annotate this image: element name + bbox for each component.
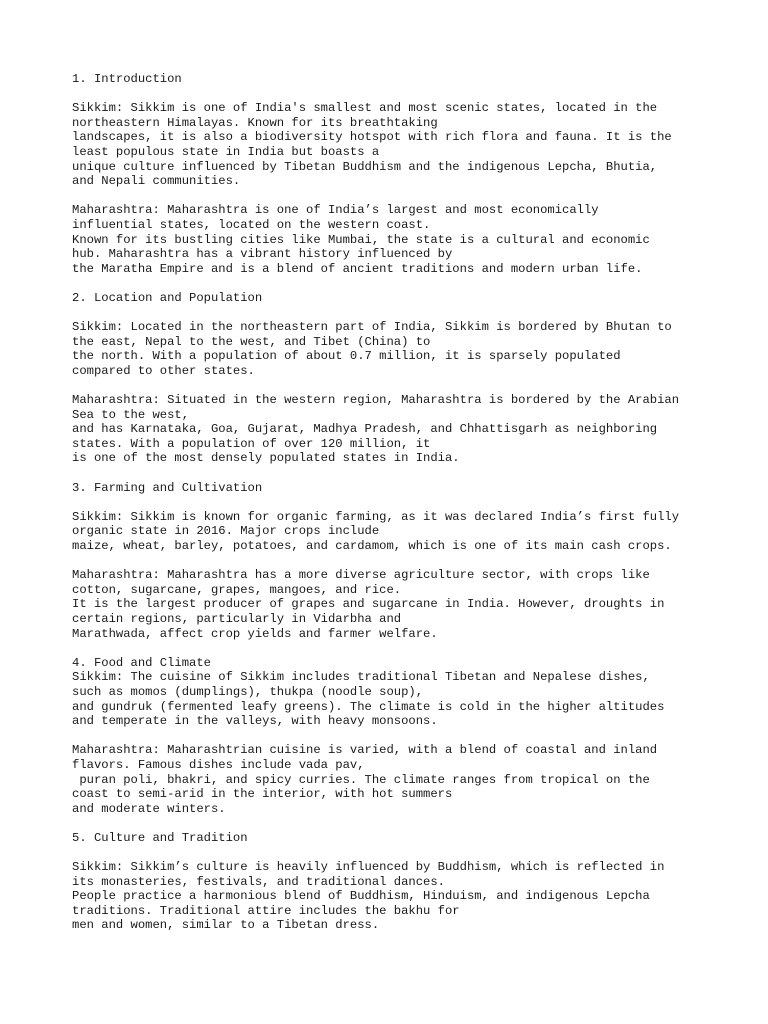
section-1 — [72, 72, 752, 291]
paragraph — [72, 860, 752, 933]
paragraph-line: Maharashtra: Maharashtra has a more diverse agriculture sector, with crops like — [72, 568, 650, 583]
section-heading: 4. Food and Climate — [72, 655, 211, 670]
paragraph-line: cotton, sugarcane, grapes, mangoes, and rice. — [72, 582, 402, 597]
section-2 — [72, 291, 752, 481]
paragraph-line: least populous state in India but boasts a — [72, 144, 380, 159]
paragraph-line: men and women, similar to a Tibetan dress. — [72, 918, 380, 933]
paragraph-line: influential states, located on the western coast. — [72, 217, 431, 232]
paragraph-line: such as momos (dumplings), thukpa (noodle soup), — [72, 684, 424, 699]
paragraph-line: certain regions, particularly in Vidarbha and — [72, 611, 402, 626]
paragraph-line: Maharashtra: Maharashtra is one of India’s largest and most economically — [72, 203, 599, 218]
paragraph-line: puran poli, bhakri, and spicy curries. The climate ranges from tropical on the — [72, 772, 650, 787]
paragraph — [72, 393, 752, 466]
paragraph — [72, 670, 752, 728]
paragraph-line: Sikkim: The cuisine of Sikkim includes traditional Tibetan and Nepalese dishes, — [72, 670, 650, 685]
paragraph-line: the north. With a population of about 0.7 million, it is sparsely populated — [72, 349, 621, 364]
section-heading: 3. Farming and Cultivation — [72, 480, 263, 495]
paragraph-line: its monasteries, festivals, and traditional dances. — [72, 874, 445, 889]
blank-line — [72, 729, 752, 744]
section-4 — [72, 656, 752, 831]
paragraph-line: maize, wheat, barley, potatoes, and cardamom, which is one of its main cash crops. — [72, 539, 672, 553]
paragraph-line: Sea to the west, — [72, 407, 190, 422]
paragraph-line: Marathwada, affect crop yields and farmer welfare. — [72, 626, 438, 641]
blank-line — [72, 816, 752, 831]
blank-line — [72, 495, 752, 510]
paragraph-line: landscapes, it is also a biodiversity hotspot with rich flora and fauna. It is the — [72, 130, 672, 145]
blank-line — [72, 641, 752, 656]
paragraph-line: the east, Nepal to the west, and Tibet (China) to — [72, 334, 431, 349]
blank-line — [72, 933, 752, 948]
blank-line — [72, 87, 752, 102]
paragraph-line: compared to other states. — [72, 363, 255, 378]
paragraph-line: the Maratha Empire and is a blend of ancient traditions and modern urban life. — [72, 261, 643, 276]
section-heading: 2. Location and Population — [72, 290, 263, 305]
paragraph-line: People practice a harmonious blend of Buddhism, Hinduism, and indigenous Lepcha — [72, 889, 650, 904]
paragraph-line: flavors. Famous dishes include vada pav, — [72, 757, 365, 772]
paragraph-line: Sikkim: Sikkim is one of India's smallest and most scenic states, located in the — [72, 101, 658, 116]
paragraph-line: and temperate in the valleys, with heavy monsoons. — [72, 714, 438, 729]
blank-line — [72, 554, 752, 569]
paragraph-line: states. With a population of over 120 million, it — [72, 436, 431, 451]
section-3 — [72, 481, 752, 656]
paragraph-line: Maharashtra: Maharashtrian cuisine is varied, with a blend of coastal and inland — [72, 743, 658, 758]
paragraph-line: Known for its bustling cities like Mumbai, the state is a cultural and economic — [72, 232, 650, 247]
blank-line — [72, 378, 752, 393]
blank-line — [72, 845, 752, 860]
paragraph — [72, 101, 752, 189]
paragraph-line: coast to semi-arid in the interior, with hot summers — [72, 787, 453, 802]
paragraph-line: and moderate winters. — [72, 801, 226, 816]
section-heading: 1. Introduction — [72, 72, 182, 86]
blank-line — [72, 189, 752, 204]
paragraph-line: traditions. Traditional attire includes the bakhu for — [72, 903, 460, 918]
paragraph-line: Sikkim: Located in the northeastern part of India, Sikkim is bordered by Bhutan to — [72, 320, 672, 335]
blank-line — [72, 466, 752, 481]
paragraph-line: is one of the most densely populated states in India. — [72, 451, 460, 466]
blank-line — [72, 306, 752, 321]
paragraph — [72, 510, 752, 554]
section-heading: 5. Culture and Tradition — [72, 830, 248, 845]
blank-line — [72, 276, 752, 291]
paragraph-line: Sikkim: Sikkim’s culture is heavily influenced by Buddhism, which is reflected in — [72, 860, 665, 875]
paragraph — [72, 568, 752, 641]
document-page — [72, 72, 752, 948]
paragraph-line: and has Karnataka, Goa, Gujarat, Madhya Pradesh, and Chhattisgarh as neighboring — [72, 422, 658, 437]
section-5 — [72, 831, 752, 948]
paragraph-line: and gundruk (fermented leafy greens). The climate is cold in the higher altitudes — [72, 699, 665, 714]
paragraph-line: unique culture influenced by Tibetan Buddhism and the indigenous Lepcha, Bhutia, — [72, 159, 658, 174]
paragraph-line: organic state in 2016. Major crops include — [72, 524, 380, 539]
paragraph-line: Maharashtra: Situated in the western region, Maharashtra is bordered by the Arabian — [72, 393, 680, 408]
paragraph — [72, 320, 752, 378]
paragraph — [72, 203, 752, 276]
paragraph-line: northeastern Himalayas. Known for its breathtaking — [72, 115, 438, 130]
paragraph-line: Sikkim: Sikkim is known for organic farming, as it was declared India’s first fully — [72, 509, 680, 524]
paragraph-line: It is the largest producer of grapes and sugarcane in India. However, droughts in — [72, 597, 665, 612]
paragraph-line: hub. Maharashtra has a vibrant history influenced by — [72, 247, 453, 262]
paragraph — [72, 743, 752, 816]
paragraph-line: and Nepali communities. — [72, 174, 241, 189]
